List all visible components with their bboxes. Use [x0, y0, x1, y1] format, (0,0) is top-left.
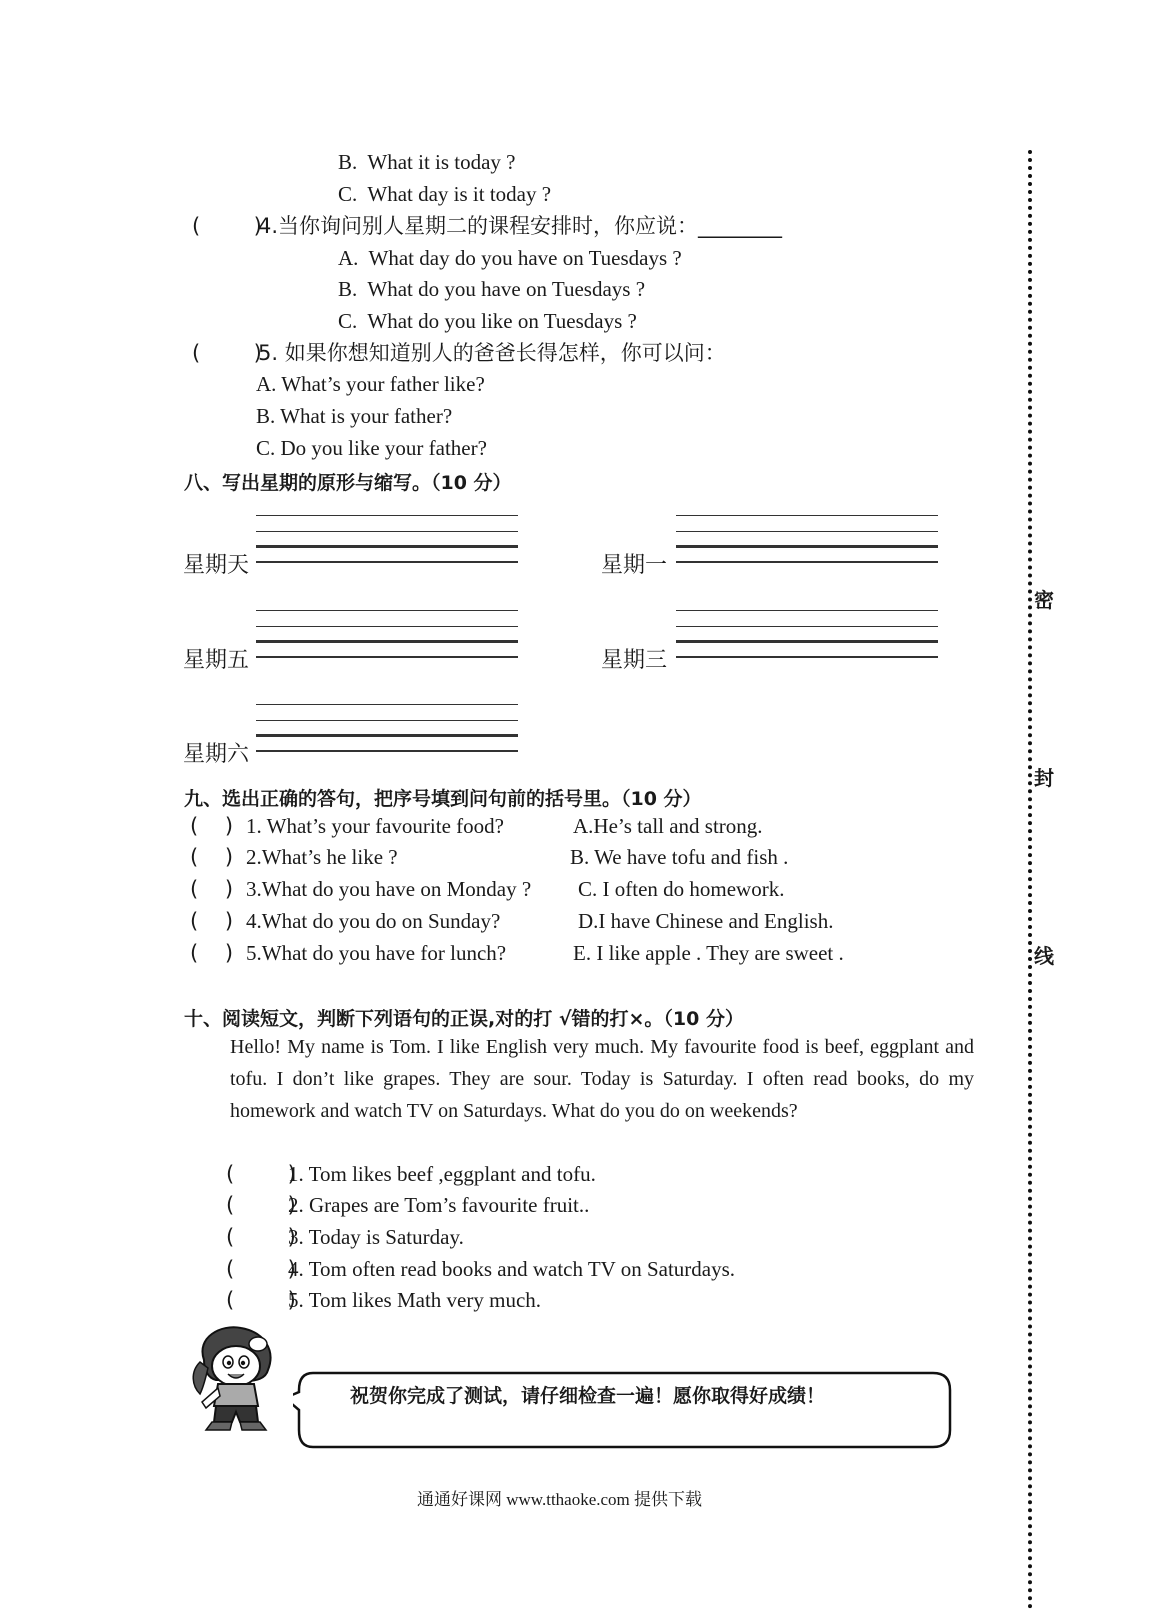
judge-statement-5: 5. Tom likes Math very much. [288, 1288, 542, 1312]
judge-statement-4: 4. Tom often read books and watch TV on Saturdays. [288, 1257, 736, 1281]
day-label-monday: 星期一 [601, 553, 668, 578]
section-eight-heading: 八、写出星期的原形与缩写。（10 分） [184, 472, 512, 494]
section-nine-heading: 九、选出正确的答句，把序号填到问句前的括号里。（10 分） [184, 788, 702, 810]
judge-statement-3: 3. Today is Saturday. [288, 1225, 464, 1249]
match-paren-1[interactable]: ( ) [190, 814, 234, 838]
day-label-friday: 星期五 [183, 648, 250, 673]
day-label-wednesday: 星期三 [601, 648, 668, 673]
day-label-sunday: 星期天 [183, 553, 250, 578]
match-paren-3[interactable]: ( ) [190, 877, 234, 901]
match-paren-4[interactable]: ( ) [190, 909, 234, 933]
judge-statement-1: 1. Tom likes beef ,eggplant and tofu. [288, 1162, 596, 1186]
writing-lines-wednesday[interactable] [676, 610, 938, 662]
match-question-5: 5.What do you have for lunch? [246, 941, 507, 965]
match-paren-5[interactable]: ( ) [190, 941, 234, 965]
judge-paren-5[interactable]: ( ) [226, 1288, 296, 1312]
match-answer-b: B. We have tofu and fish . [570, 845, 789, 869]
q4-option-a: A. What day do you have on Tuesdays ? [338, 246, 682, 270]
q5-option-a: A. What’s your father like? [256, 372, 485, 396]
section-ten-heading: 十、阅读短文，判断下列语句的正误,对的打 √错的打×。（10 分） [184, 1008, 744, 1030]
writing-lines-saturday[interactable] [256, 704, 518, 756]
judge-paren-1[interactable]: ( ) [226, 1162, 296, 1186]
q4-stem: 4.当你询问别人星期二的课程安排时，你应说：________ [258, 214, 783, 238]
cartoon-girl-mascot [186, 1322, 286, 1434]
seal-char-mi: 密 [1034, 588, 1054, 612]
q3-option-c: C. What day is it today ? [338, 182, 552, 206]
writing-lines-friday[interactable] [256, 610, 518, 662]
match-answer-d: D.I have Chinese and English. [578, 909, 834, 933]
reading-passage: Hello! My name is Tom. I like English very much. My favourite food is beef, eggplant and tofu. I don’t like grapes. They are sour. Today is Saturday. I often read books, do my homework and watch TV on Saturdays. What do you do on weekends? [230, 1036, 974, 1122]
footer-source: 通通好课网 www.tthaoke.com 提供下载 [417, 1490, 703, 1509]
writing-lines-monday[interactable] [676, 515, 938, 567]
match-question-3: 3.What do you have on Monday ? [246, 877, 532, 901]
q5-option-c: C. Do you like your father? [256, 436, 487, 460]
judge-statement-2: 2. Grapes are Tom’s favourite fruit.. [288, 1193, 590, 1217]
match-question-4: 4.What do you do on Sunday? [246, 909, 501, 933]
match-question-1: 1. What’s your favourite food? [246, 814, 504, 838]
q5-answer-paren[interactable]: ( ) [192, 341, 262, 365]
seal-char-xian: 线 [1034, 944, 1054, 968]
q5-option-b: B. What is your father? [256, 404, 453, 428]
seal-char-feng: 封 [1034, 766, 1054, 790]
match-answer-e: E. I like apple . They are sweet . [573, 941, 844, 965]
judge-paren-4[interactable]: ( ) [226, 1257, 296, 1281]
match-question-2: 2.What’s he like ? [246, 845, 398, 869]
judge-paren-3[interactable]: ( ) [226, 1225, 296, 1249]
day-label-saturday: 星期六 [183, 742, 250, 767]
match-paren-2[interactable]: ( ) [190, 845, 234, 869]
q4-answer-paren[interactable]: ( ) [192, 214, 262, 238]
seal-dotted-line [1028, 150, 1032, 1610]
writing-lines-sunday[interactable] [256, 515, 518, 567]
match-answer-c: C. I often do homework. [578, 877, 785, 901]
match-answer-a: A.He’s tall and strong. [573, 814, 763, 838]
closing-message: 祝贺你完成了测试，请仔细检查一遍！愿你取得好成绩！ [350, 1385, 826, 1407]
judge-paren-2[interactable]: ( ) [226, 1193, 296, 1217]
q5-stem: 5. 如果你想知道别人的爸爸长得怎样，你可以问： [258, 341, 726, 365]
q4-option-b: B. What do you have on Tuesdays ? [338, 277, 646, 301]
q3-option-b: B. What it is today ? [338, 150, 516, 174]
q4-option-c: C. What do you like on Tuesdays ? [338, 309, 637, 333]
